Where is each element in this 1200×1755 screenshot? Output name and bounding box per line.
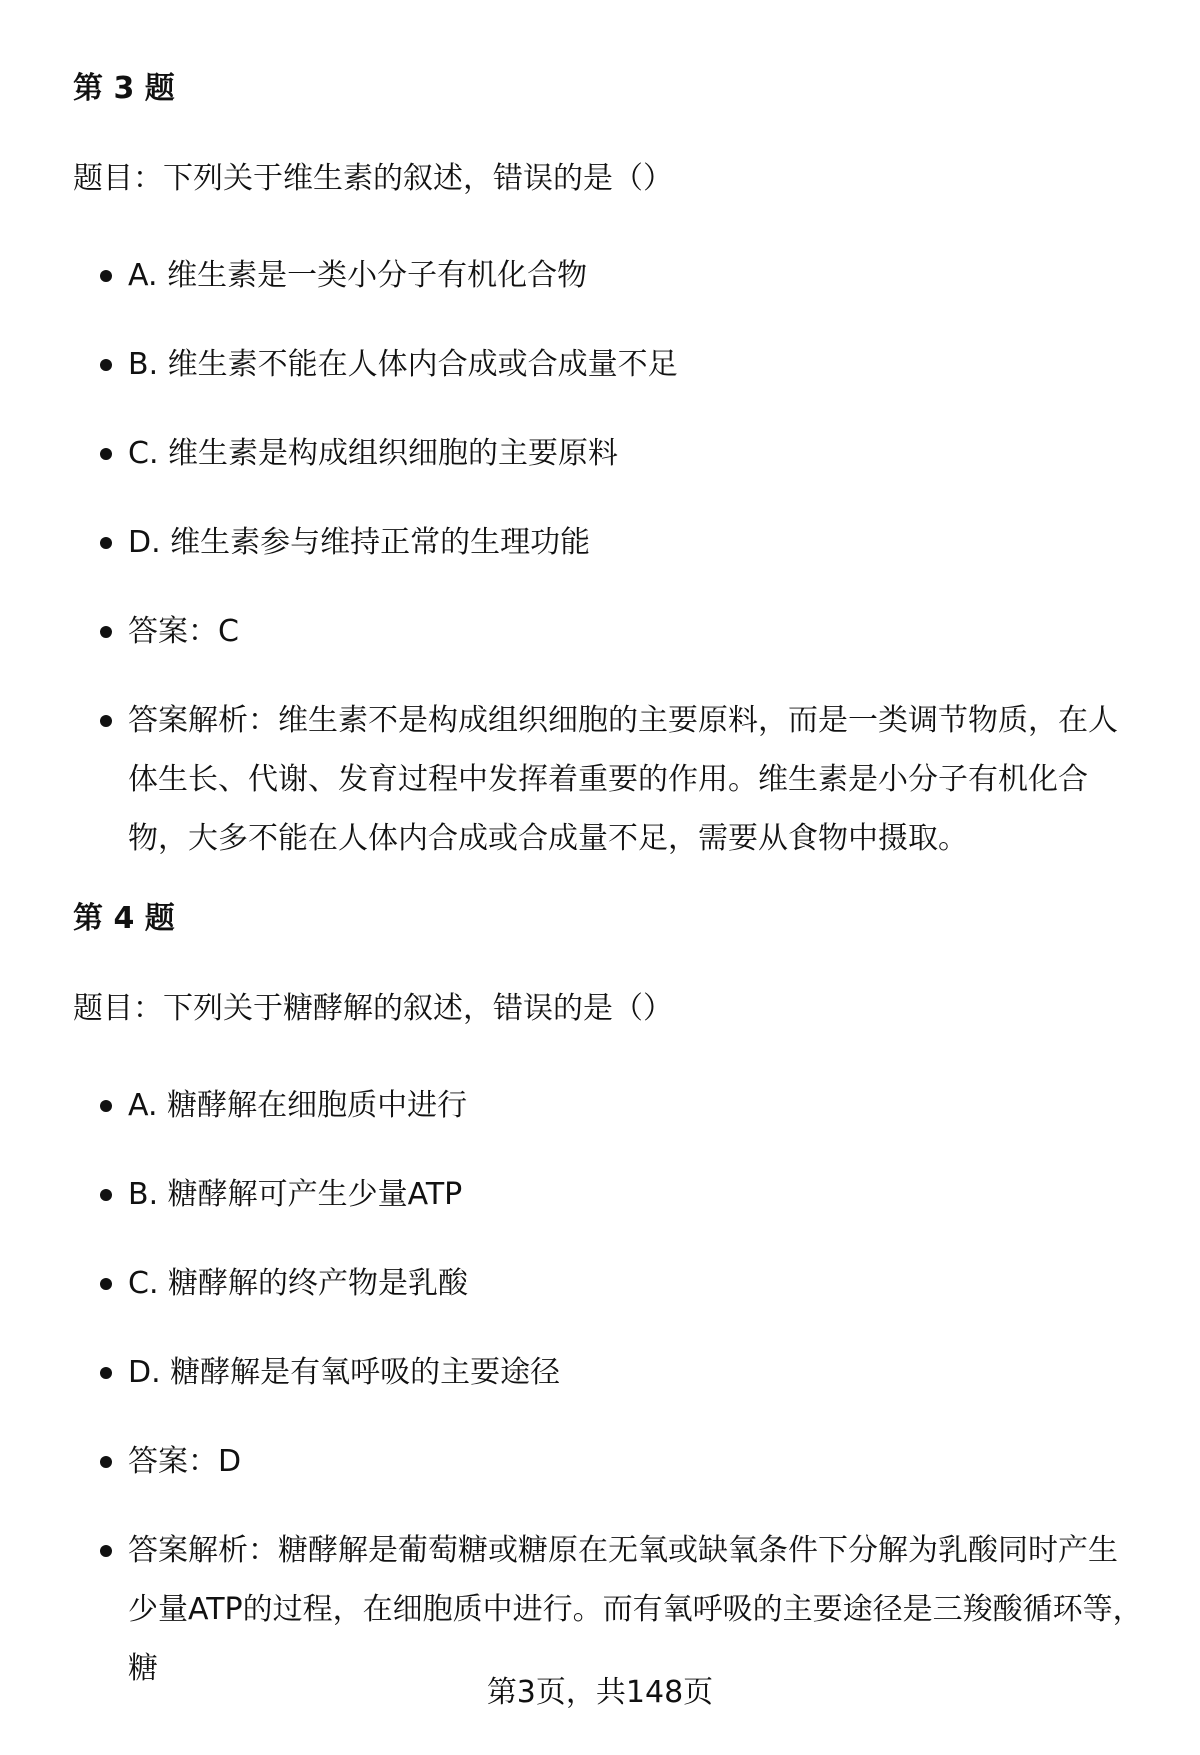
option-c — [73, 424, 1143, 483]
bullet-icon — [100, 1278, 112, 1290]
option-text: B. 糖酵解可产生少量ATP — [128, 1177, 463, 1212]
bullet-icon — [100, 537, 112, 549]
bullet-icon — [100, 1456, 112, 1468]
answer-item — [73, 1432, 1143, 1491]
bullet-icon — [100, 359, 112, 371]
explanation-item — [73, 691, 1143, 868]
explanation-text: 答案解析：维生素不是构成组织细胞的主要原料，而是一类调节物质，在人体生长、代谢、发育过程中发挥着重要的作用。维生素是小分子有机化合物，大多不能在人体内合成或合成量不足，需要从食物中摄取。 — [128, 703, 1118, 856]
page-content — [73, 68, 1143, 1728]
option-d — [73, 1343, 1143, 1402]
option-b — [73, 335, 1143, 394]
bullet-icon — [100, 270, 112, 282]
question-title: 第 3 题 — [73, 71, 175, 106]
option-text: B. 维生素不能在人体内合成或合成量不足 — [128, 347, 678, 382]
option-b — [73, 1165, 1143, 1224]
option-text: C. 糖酵解的终产物是乳酸 — [128, 1266, 469, 1301]
question-3 — [73, 68, 1143, 868]
question-stem: 题目：下列关于糖酵解的叙述，错误的是（） — [73, 991, 673, 1026]
option-a — [73, 246, 1143, 305]
bullet-icon — [100, 1545, 112, 1557]
question-stem: 题目：下列关于维生素的叙述，错误的是（） — [73, 161, 673, 196]
answer-text: 答案：C — [128, 614, 239, 649]
bullet-icon — [100, 1367, 112, 1379]
option-a — [73, 1076, 1143, 1135]
option-list — [73, 1076, 1143, 1698]
bullet-icon — [100, 1189, 112, 1201]
option-list — [73, 246, 1143, 868]
answer-item — [73, 602, 1143, 661]
bullet-icon — [100, 1100, 112, 1112]
answer-text: 答案：D — [128, 1444, 242, 1479]
question-4 — [73, 898, 1143, 1698]
page-footer: 第3页，共148页 — [486, 1675, 714, 1710]
explanation-text: 答案解析：糖酵解是葡萄糖或糖原在无氧或缺氧条件下分解为乳酸同时产生少量ATP的过程，在细胞质中进行。而有氧呼吸的主要途径是三羧酸循环等，糖 — [128, 1533, 1143, 1686]
bullet-icon — [100, 448, 112, 460]
bullet-icon — [100, 626, 112, 638]
option-text: D. 维生素参与维持正常的生理功能 — [128, 525, 591, 560]
option-c — [73, 1254, 1143, 1313]
bullet-icon — [100, 715, 112, 727]
option-text: A. 糖酵解在细胞质中进行 — [128, 1088, 468, 1123]
option-text: A. 维生素是一类小分子有机化合物 — [128, 258, 588, 293]
question-title: 第 4 题 — [73, 901, 175, 936]
option-d — [73, 513, 1143, 572]
option-text: D. 糖酵解是有氧呼吸的主要途径 — [128, 1355, 561, 1390]
option-text: C. 维生素是构成组织细胞的主要原料 — [128, 436, 619, 471]
